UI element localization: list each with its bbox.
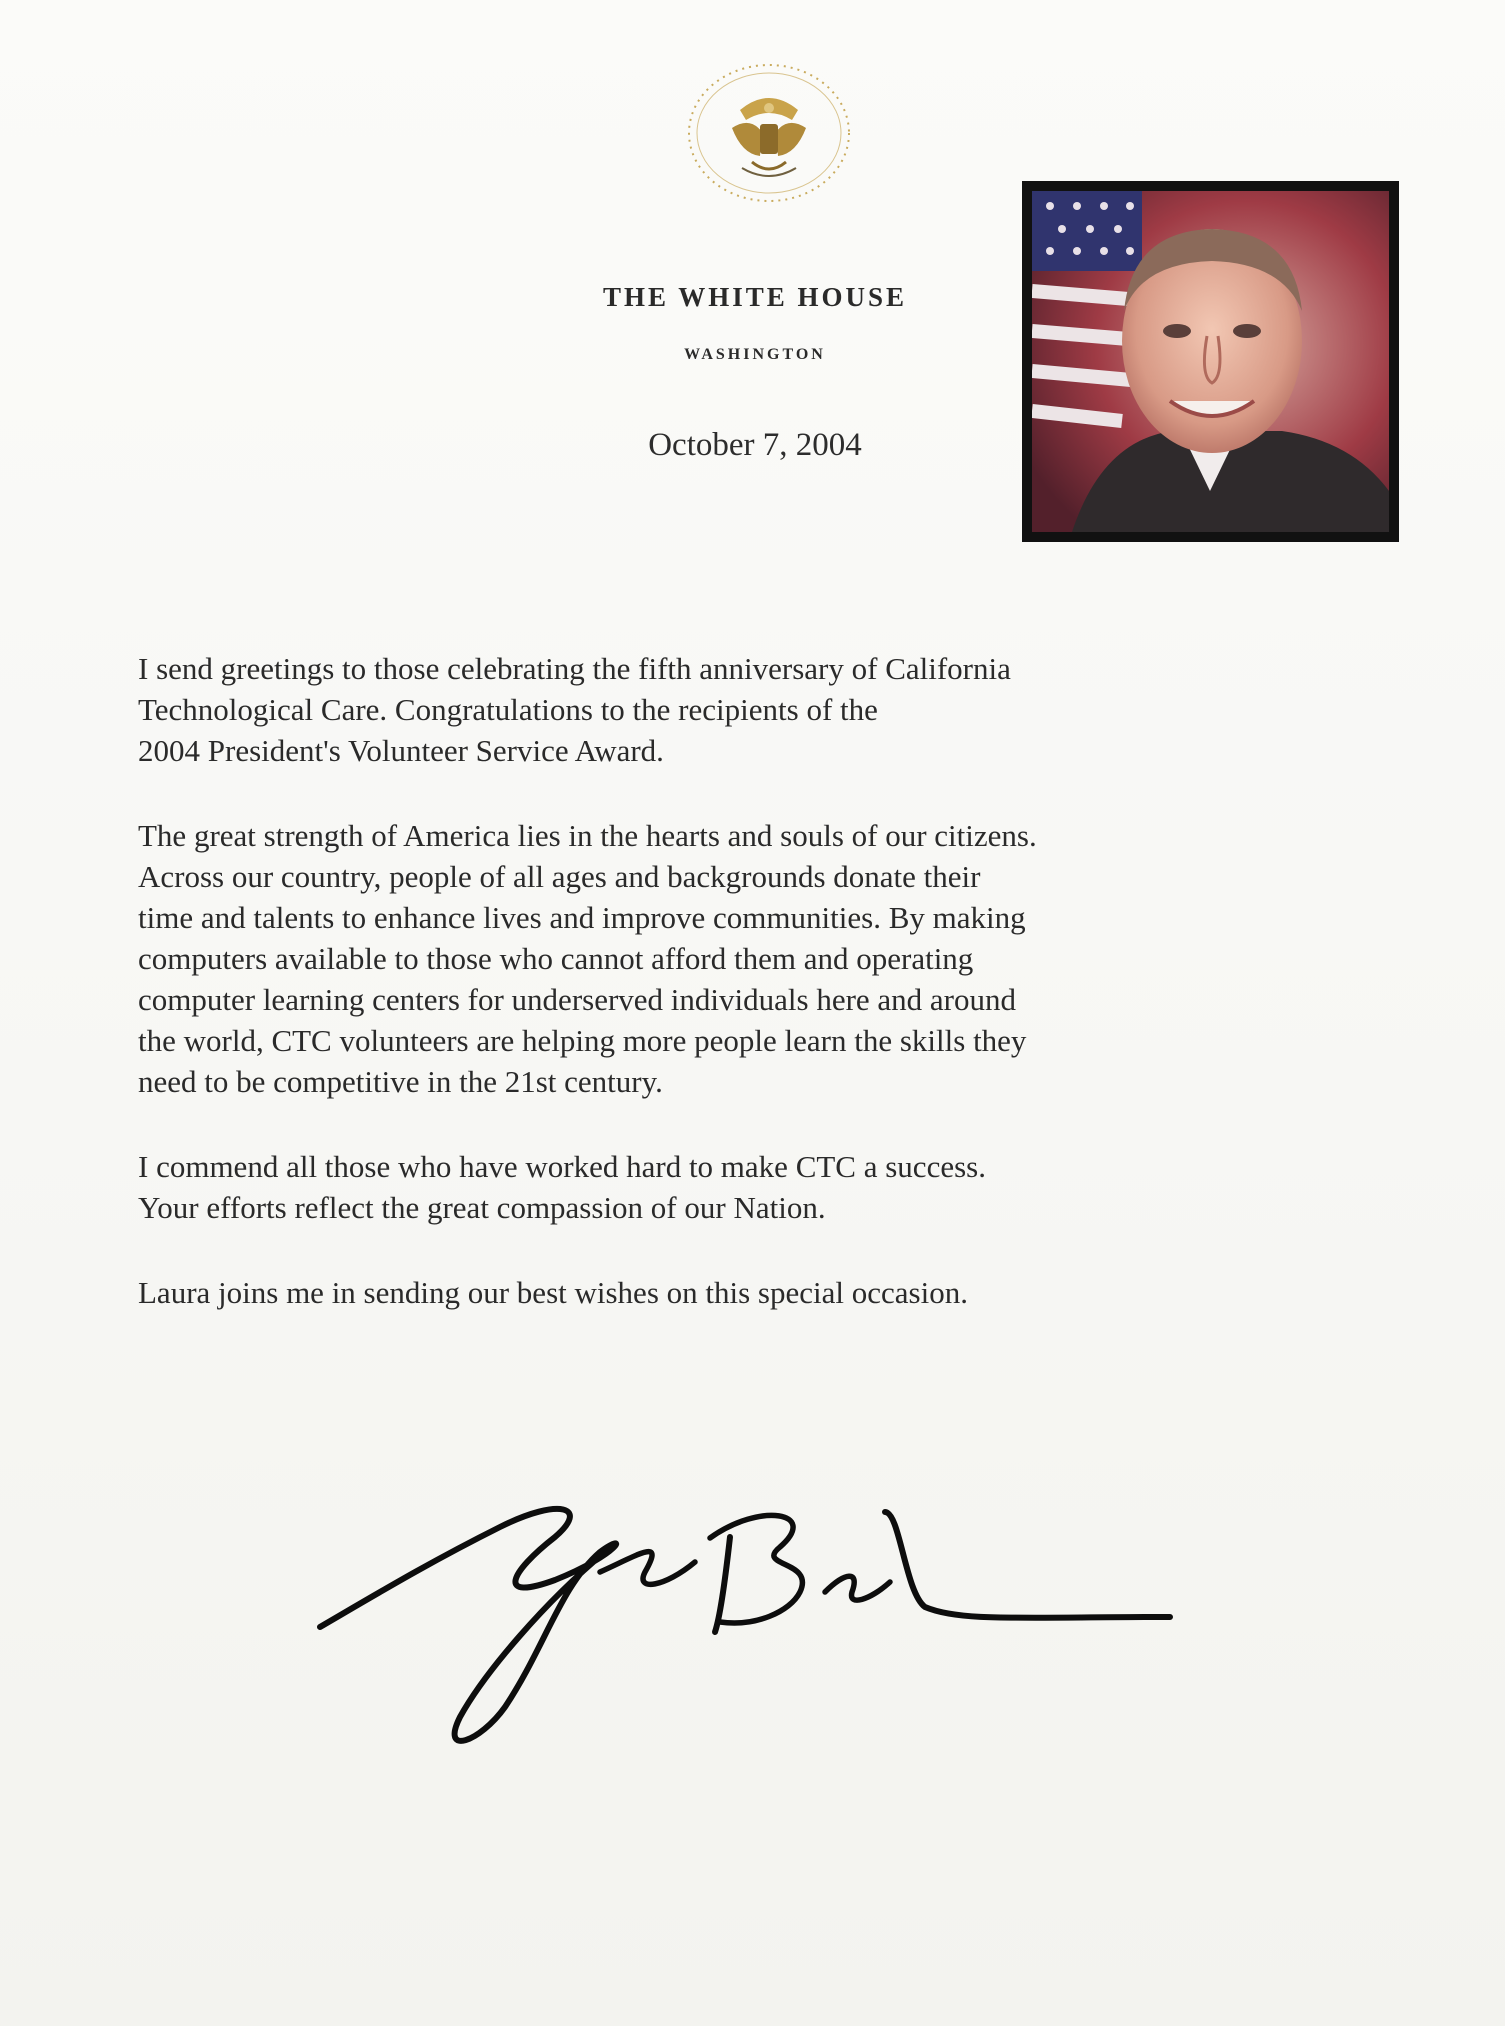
- letterhead-subtitle: WASHINGTON: [684, 346, 826, 363]
- text-line: 2004 President's Volunteer Service Award.: [138, 733, 664, 768]
- paragraph-strength: [138, 815, 1368, 1102]
- text-line: I commend all those who have worked hard to make CTC a success.: [138, 1149, 986, 1184]
- paragraph-commend: [138, 1146, 1368, 1228]
- paragraph-closing: [138, 1272, 1368, 1313]
- portrait-frame: [1022, 181, 1399, 542]
- text-line: computers available to those who cannot afford them and operating: [138, 941, 974, 976]
- text-line: Across our country, people of all ages and backgrounds donate their: [138, 859, 981, 894]
- text-line: the world, CTC volunteers are helping more people learn the skills they: [138, 1023, 1027, 1058]
- letter-date: October 7, 2004: [648, 427, 862, 463]
- text-line: I send greetings to those celebrating the fifth anniversary of California: [138, 651, 1011, 686]
- presidential-seal-icon: [680, 58, 858, 208]
- text-line: The great strength of America lies in the hearts and souls of our citizens.: [138, 818, 1037, 853]
- letter-body: [138, 648, 1368, 1357]
- letterhead-title: THE WHITE HOUSE: [602, 282, 908, 312]
- text-line: computer learning centers for underserved individuals here and around: [138, 982, 1017, 1017]
- signature-icon: [300, 1442, 1200, 1762]
- text-line: Technological Care. Congratulations to the recipients of the: [138, 692, 878, 727]
- text-line: Your efforts reflect the great compassion of our Nation.: [138, 1190, 826, 1225]
- text-line: time and talents to enhance lives and improve communities. By making: [138, 900, 1026, 935]
- portrait-photo: [1032, 191, 1389, 532]
- paragraph-greeting: [138, 648, 1368, 771]
- text-line: need to be competitive in the 21st century.: [138, 1064, 663, 1099]
- text-line: Laura joins me in sending our best wishes on this special occasion.: [138, 1275, 968, 1310]
